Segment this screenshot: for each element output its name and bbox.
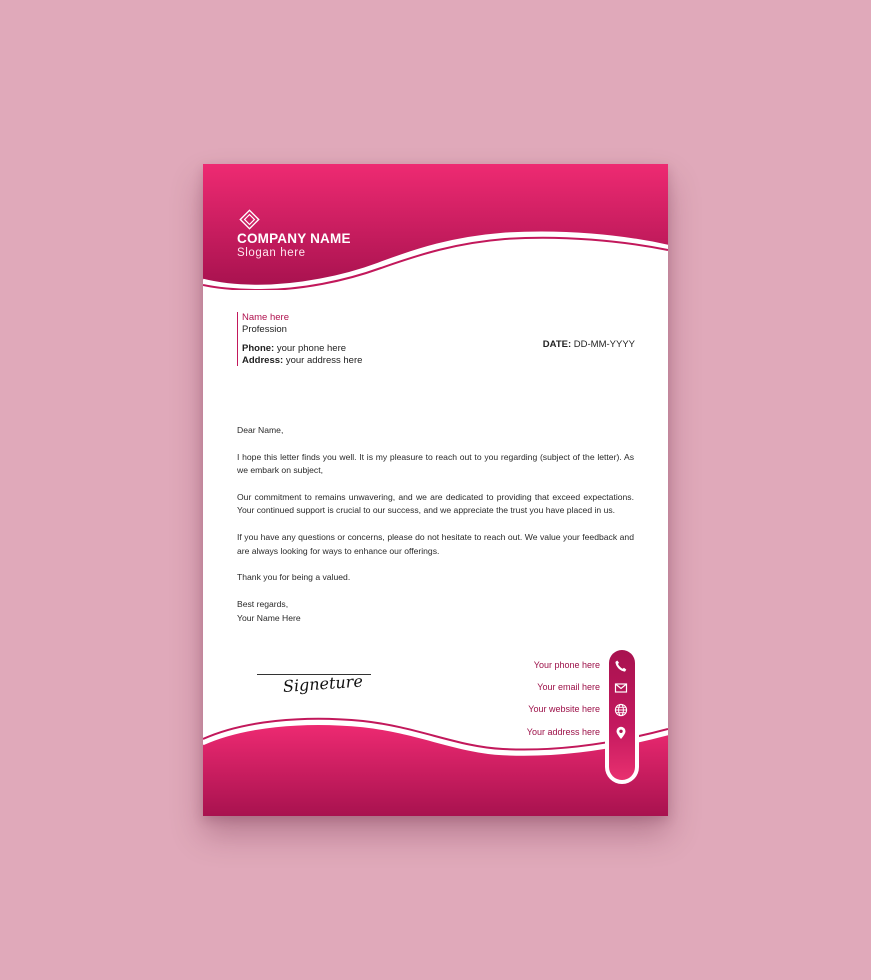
letterhead-page — [203, 164, 668, 816]
sender-phone-label: Phone: — [242, 343, 275, 354]
location-pin-icon — [614, 726, 628, 740]
sender-profession: Profession — [242, 323, 287, 335]
sender-name: Name here — [242, 312, 289, 323]
sender-phone — [242, 343, 362, 355]
globe-icon — [614, 703, 628, 717]
date-label: DATE: — [542, 339, 572, 350]
sender-address — [242, 355, 362, 367]
letter-paragraph: I hope this letter finds you well. It is my pleasure to reach out to you regarding (subject of the letter). As we embark on subject, — [237, 451, 634, 476]
phone-icon — [614, 659, 628, 673]
diamond-logo-icon — [237, 208, 263, 232]
envelope-icon — [614, 681, 628, 695]
contact-email: Your email here — [537, 682, 600, 692]
sender-block — [237, 312, 362, 366]
header-wave — [203, 164, 668, 290]
letter-paragraph: Our commitment to remains unwavering, and we are dedicated to providing that exceed expectations. Your continued support is crucial to our success, and we appreciate the trust you have placed in us. — [237, 492, 634, 516]
company-name: COMPANY NAME — [237, 231, 351, 246]
letter-body — [237, 424, 634, 625]
sender-address-value: your address here — [285, 354, 363, 366]
contact-address: Your address here — [526, 727, 600, 737]
letter-paragraph: If you have any questions or concerns, please do not hesitate to reach out. We value your feedback and are always looking for ways to enhance our offerings. — [237, 532, 634, 556]
letter-date — [543, 339, 635, 350]
letter-closing — [237, 598, 634, 625]
date-value: DD-MM-YYYY — [573, 339, 635, 350]
signature: Signeture — [282, 671, 364, 696]
sender-address-label: Address: — [242, 354, 284, 366]
letter-paragraph: Thank you for being a valued. — [237, 572, 351, 583]
contact-website: Your website here — [528, 704, 600, 714]
contact-phone: Your phone here — [533, 660, 600, 670]
closing-text: Best regards, — [237, 599, 289, 610]
signoff-name: Your Name Here — [237, 612, 301, 623]
company-slogan: Slogan here — [237, 247, 306, 259]
sender-phone-value: your phone here — [276, 343, 347, 354]
letter-greeting: Dear Name, — [237, 425, 284, 435]
